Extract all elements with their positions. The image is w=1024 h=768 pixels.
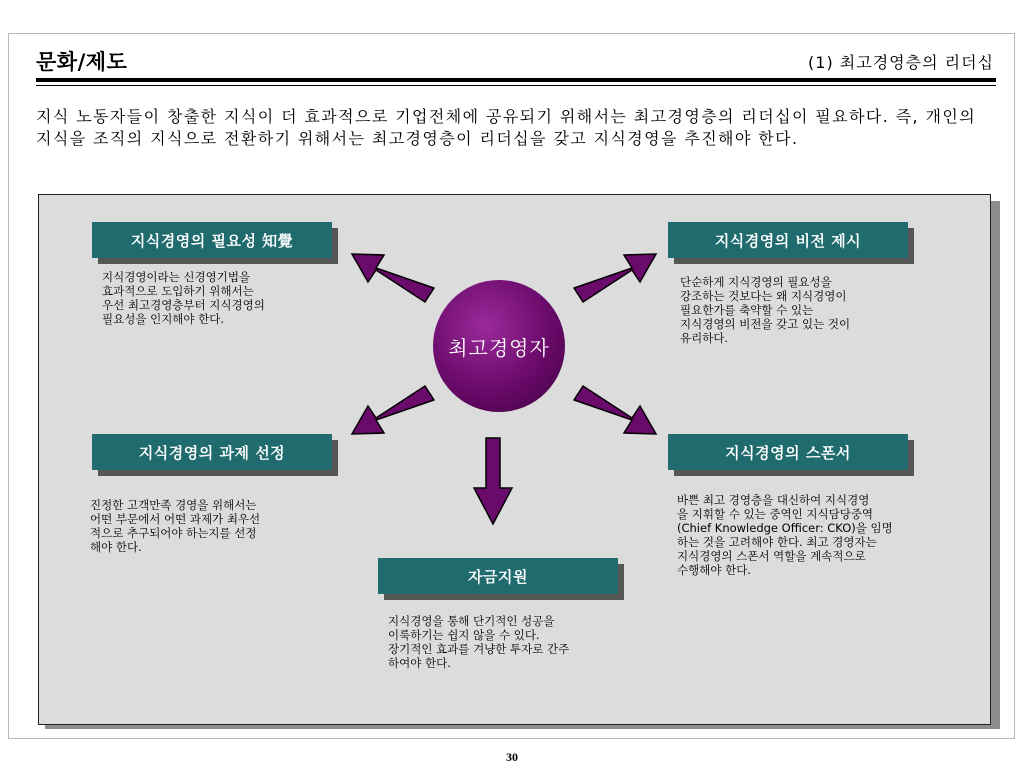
node-sponsor-title: 지식경영의 스폰서 [725,443,851,462]
node-vision-title: 지식경영의 비전 제시 [714,231,862,250]
intro-paragraph: 지식 노동자들이 창출한 지식이 더 효과적으로 기업전체에 공유되기 위해서는 최고경영층의 리더십이 필요하다. 즉, 개인의 지식을 조직의 지식으로 전환하기 위해서는 최고경영층이 리더십을 갖고 지식경영을 추진해야 한다. [36,107,977,148]
header-rule-thick [36,78,996,82]
slide-subtitle: (1) 최고경영층의 리더십 [808,53,994,72]
center-node [433,280,565,412]
header-rule-thin [36,85,996,86]
node-funding [378,558,618,594]
center-node-label: 최고경영자 [448,335,550,360]
slide-title: 문화/제도 [36,50,128,74]
node-funding-title: 자금지원 [468,567,528,586]
node-need-awareness [92,222,332,258]
node-sponsor-text: 바쁜 최고 경영층을 대신하여 지식경영 을 지휘할 수 있는 중역인 지식담당중역 (Chief Knowledge Officer: CKO)을 임명 하는 것을 고려해야 한다. 최고 경영자는 지식경영의 스폰서 역할을 계속적으로 수행해야 한다. [677,493,893,577]
node-vision [668,222,908,258]
node-task-selection-title: 지식경영의 과제 선정 [138,443,286,462]
node-need-awareness-title: 지식경영의 필요성 知覺 [130,231,294,250]
node-sponsor [668,434,908,470]
node-task-selection-text: 진정한 고객만족 경영을 위해서는 어떤 부문에서 어떤 과제가 최우선 적으로 추구되어야 하는지를 선정 해야 한다. [90,498,261,554]
node-vision-text: 단순하게 지식경영의 필요성을 강조하는 것보다는 왜 지식경영이 필요한가를 축약할 수 있는 지식경영의 비전을 갖고 있는 것이 유리하다. [680,275,851,345]
page-number: 30 [506,750,518,764]
node-need-awareness-text: 지식경영이라는 신경영기법을 효과적으로 도입하기 위해서는 우선 최고경영층부터 지식경영의 필요성을 인지해야 한다. [102,270,265,326]
node-task-selection [92,434,332,470]
node-funding-text: 지식경영을 통해 단기적인 성공을 이룩하기는 쉽지 않을 수 있다. 장기적인 효과를 겨냥한 투자로 간주 하여야 한다. [388,614,570,670]
